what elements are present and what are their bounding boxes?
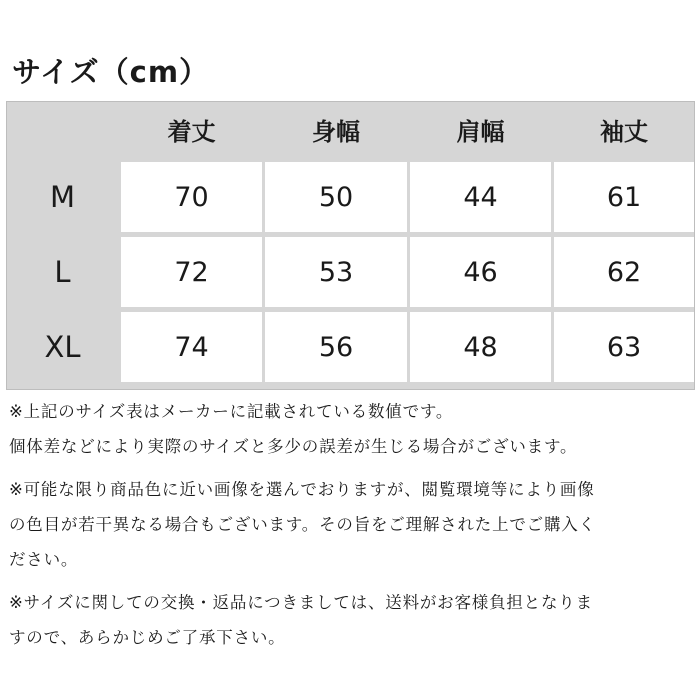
- header-width: 身幅: [312, 118, 360, 146]
- value-cell: 63: [554, 312, 694, 382]
- value-cell: 53: [265, 237, 407, 307]
- size-label-xl: XL: [44, 330, 81, 364]
- value-cell: 61: [554, 162, 694, 232]
- header-length: 着丈: [167, 118, 216, 146]
- value-cell: 48: [410, 312, 551, 382]
- size-table: [6, 101, 695, 390]
- size-label-m: M: [49, 180, 76, 214]
- value-cell: 74: [121, 312, 262, 382]
- header-shoulder: 肩幅: [456, 118, 505, 146]
- note-line: の色目が若干異なる場合もございます。その旨をご理解された上でご購入く: [9, 515, 596, 534]
- value-cell: 62: [554, 237, 694, 307]
- value-cell: 70: [121, 162, 262, 232]
- header-sleeve: 袖丈: [600, 118, 648, 146]
- note-line: すので、あらかじめご了承下さい。: [9, 628, 286, 647]
- size-label-l: L: [54, 255, 71, 289]
- note-line: 個体差などにより実際のサイズと多少の誤差が生じる場合がございます。: [9, 437, 578, 456]
- note-line: ださい。: [9, 550, 79, 569]
- note-line: ※サイズに関しての交換・返品につきましては、送料がお客様負担となりま: [9, 593, 593, 612]
- value-cell: 44: [410, 162, 551, 232]
- page-title: サイズ（cm）: [12, 55, 210, 89]
- note-line: ※上記のサイズ表はメーカーに記載されている数値です。: [9, 402, 454, 421]
- notes-section: [9, 394, 694, 655]
- value-cell: 56: [265, 312, 407, 382]
- header-corner: [7, 102, 118, 157]
- value-cell: 50: [265, 162, 407, 232]
- value-cell: 72: [121, 237, 262, 307]
- note-line: ※可能な限り商品色に近い画像を選んでおりますが、閲覧環境等により画像: [9, 480, 595, 499]
- value-cell: 46: [410, 237, 551, 307]
